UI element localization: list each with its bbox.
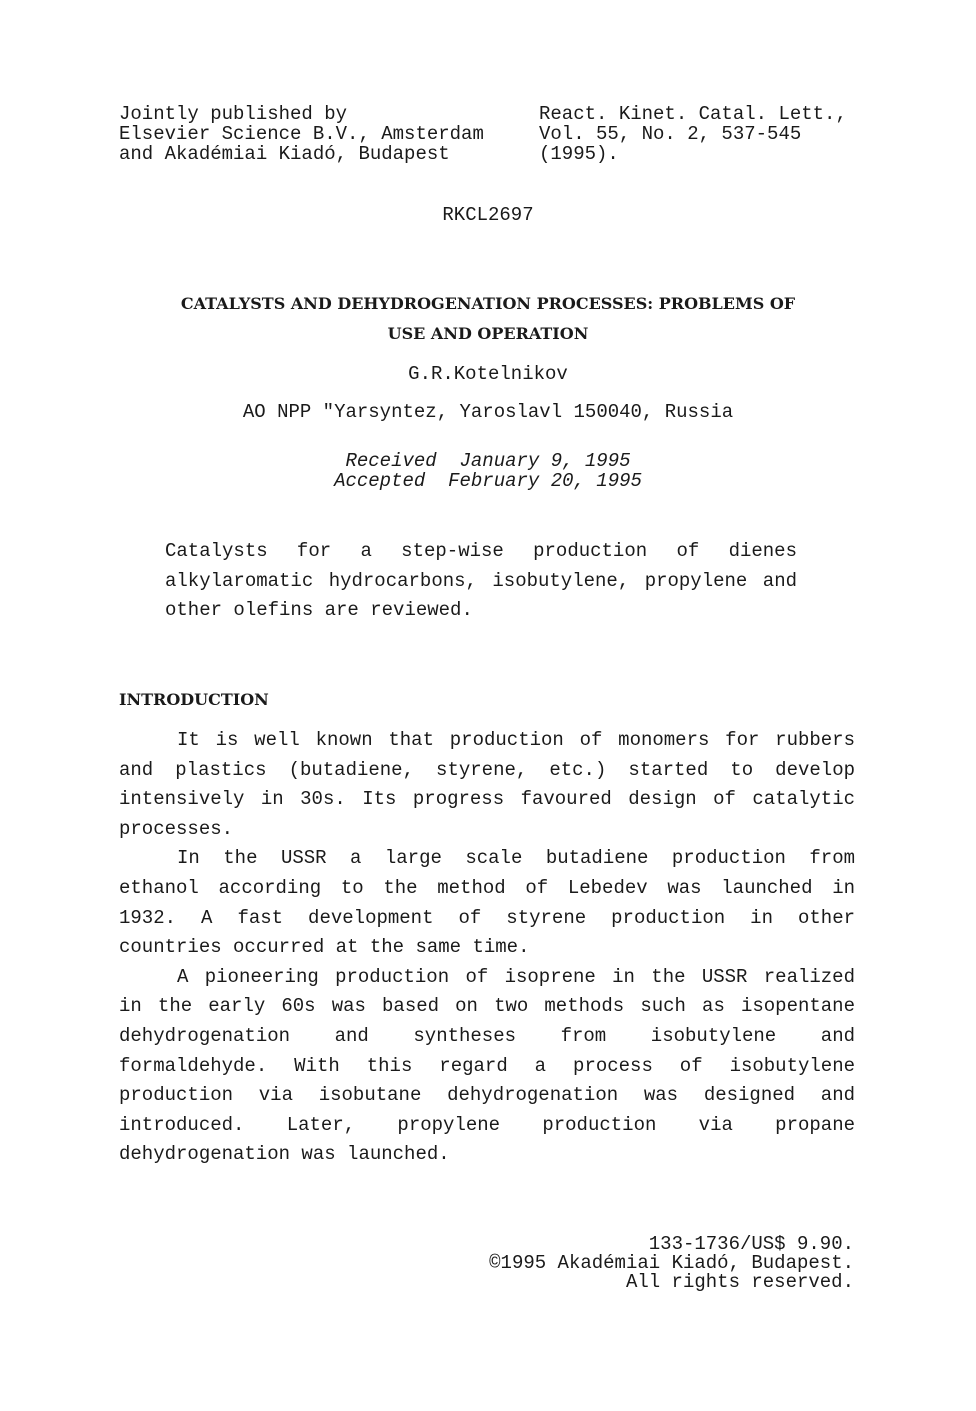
affiliation: AO NPP "Yarsyntez, Yaroslavl 150040, Russia (242, 401, 734, 423)
body-line: intensively in 30s. Its progress favoured design of catalytic (119, 788, 855, 810)
abstract-line-1: Catalysts for a step-wise production of dienes (165, 540, 797, 562)
body-line: countries occurred at the same time. (119, 936, 530, 958)
footer-rights: All rights reserved. (625, 1271, 854, 1293)
publisher-line-2: Elsevier Science B.V., Amsterdam (119, 123, 484, 145)
received-date: Received January 9, 1995 (345, 450, 631, 472)
abstract-line-2: alkylaromatic hydrocarbons, isobutylene, propylene and (165, 570, 797, 592)
body-line: and plastics (butadiene, styrene, etc.) started to develop (119, 759, 855, 781)
body-line: 1932. A fast development of styrene production in other (119, 907, 855, 929)
publisher-line-3: and Akadémiai Kiadó, Budapest (119, 143, 450, 165)
body-line: dehydrogenation and syntheses from isobutylene and (119, 1025, 855, 1047)
citation-line-3: (1995). (539, 143, 619, 165)
body-line: processes. (119, 818, 234, 840)
citation-line-1: React. Kinet. Catal. Lett., (539, 103, 847, 125)
footer-copyright: ©1995 Akadémiai Kiadó, Budapest. (489, 1252, 854, 1274)
body-line: It is well known that production of monomers for rubbers (177, 729, 855, 751)
title-line-2: USE AND OPERATION (387, 324, 589, 343)
abstract-line-3: other olefins are reviewed. (165, 599, 473, 621)
publisher-line-1: Jointly published by (119, 103, 348, 125)
body-line: ethanol according to the method of Lebedev was launched in (119, 877, 855, 899)
body-line: introduced. Later, propylene production via propane (119, 1114, 855, 1136)
body-line: production via isobutane dehydrogenation was designed and (119, 1084, 855, 1106)
footer-price: 133-1736/US$ 9.90. (648, 1233, 854, 1255)
section-heading-introduction: INTRODUCTION (119, 690, 269, 709)
body-line: in the early 60s was based on two methods such as isopentane (119, 995, 855, 1017)
body-line: formaldehyde. With this regard a process of isobutylene (119, 1055, 855, 1077)
article-code: RKCL2697 (442, 204, 534, 226)
author: G.R.Kotelnikov (408, 363, 568, 385)
accepted-date: Accepted February 20, 1995 (334, 470, 642, 492)
title-line-1: CATALYSTS AND DEHYDROGENATION PROCESSES: PROBLEMS OF (180, 294, 796, 313)
body-line: dehydrogenation was launched. (119, 1143, 450, 1165)
citation-line-2: Vol. 55, No. 2, 537-545 (539, 123, 802, 145)
body-line: A pioneering production of isoprene in the USSR realized (177, 966, 855, 988)
body-line: In the USSR a large scale butadiene production from (177, 847, 855, 869)
